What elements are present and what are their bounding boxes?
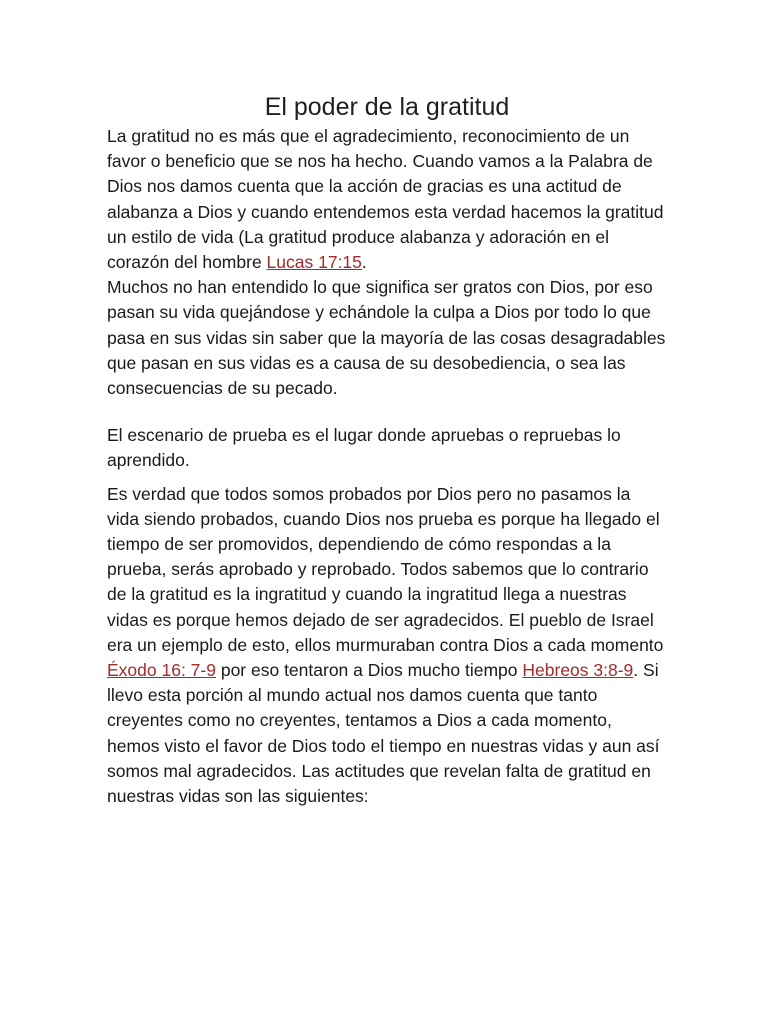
paragraph-prueba-part3: . Si llevo esta porción al mundo actual nos damos cuenta que tanto creyentes como no creyentes, tentamos a Dios a cada momento, hemos visto el favor de Dios todo el tiempo en nuestras vidas y aun así somos mal agradecidos. Las actitudes que revelan falta de gratitud en nuestras vidas son las siguientes: <box>107 660 660 807</box>
paragraph-escenario: El escenario de prueba es el lugar donde apruebas o repruebas lo aprendido. <box>107 425 621 471</box>
paragraph-prueba-part1: Es verdad que todos somos probados por Dios pero no pasamos la vida siendo probados, cuando Dios nos prueba es porque ha llegado el tiempo de ser promovidos, dependiendo de cómo respondas a la prueba, serás aprobado y reprobado. Todos sabemos que lo contrario de la gratitud es la ingratitud y cuando la ingratitud llega a nuestras vidas es porque hemos dejado de ser agradecidos. El pueblo de Israel era un ejemplo de esto, ellos murmuraban contra Dios a cada momento <box>107 483 664 655</box>
document-page <box>107 90 667 809</box>
paragraph-intro-end: . <box>361 252 367 273</box>
paragraph-gratos: Muchos no han entendido lo que significa ser gratos con Dios, por eso pasan su vida quejándose y echándole la culpa a Dios por todo lo que pasa en sus vidas sin saber que la mayoría de las cosas desagradables que pasan en sus vidas es a causa de su desobediencia, o sea las consecuencias de su pecado. <box>107 277 666 399</box>
paragraph-prueba <box>107 482 667 810</box>
document-title: El poder de la gratitud <box>264 93 510 121</box>
spacer <box>107 474 667 482</box>
paragraph-intro-text: La gratitud no es más que el agradecimiento, reconocimiento de un favor o beneficio que se nos ha hecho. Cuando vamos a la Palabra de Dios nos damos cuenta que la acción de gracias es una actitud de alabanza a Dios y cuando entendemos esta verdad hacemos la gratitud un estilo de vida (La gratitud produce alabanza y adoración en el corazón del hombre <box>107 126 664 273</box>
paragraph-intro <box>107 124 667 275</box>
spacer <box>107 401 667 423</box>
link-lucas[interactable]: Lucas 17:15 <box>266 252 362 273</box>
link-exodo[interactable]: Éxodo 16: 7-9 <box>107 660 216 681</box>
link-hebreos[interactable]: Hebreos 3:8-9 <box>522 660 634 681</box>
paragraph-prueba-part2: por eso tentaron a Dios mucho tiempo <box>215 660 523 681</box>
